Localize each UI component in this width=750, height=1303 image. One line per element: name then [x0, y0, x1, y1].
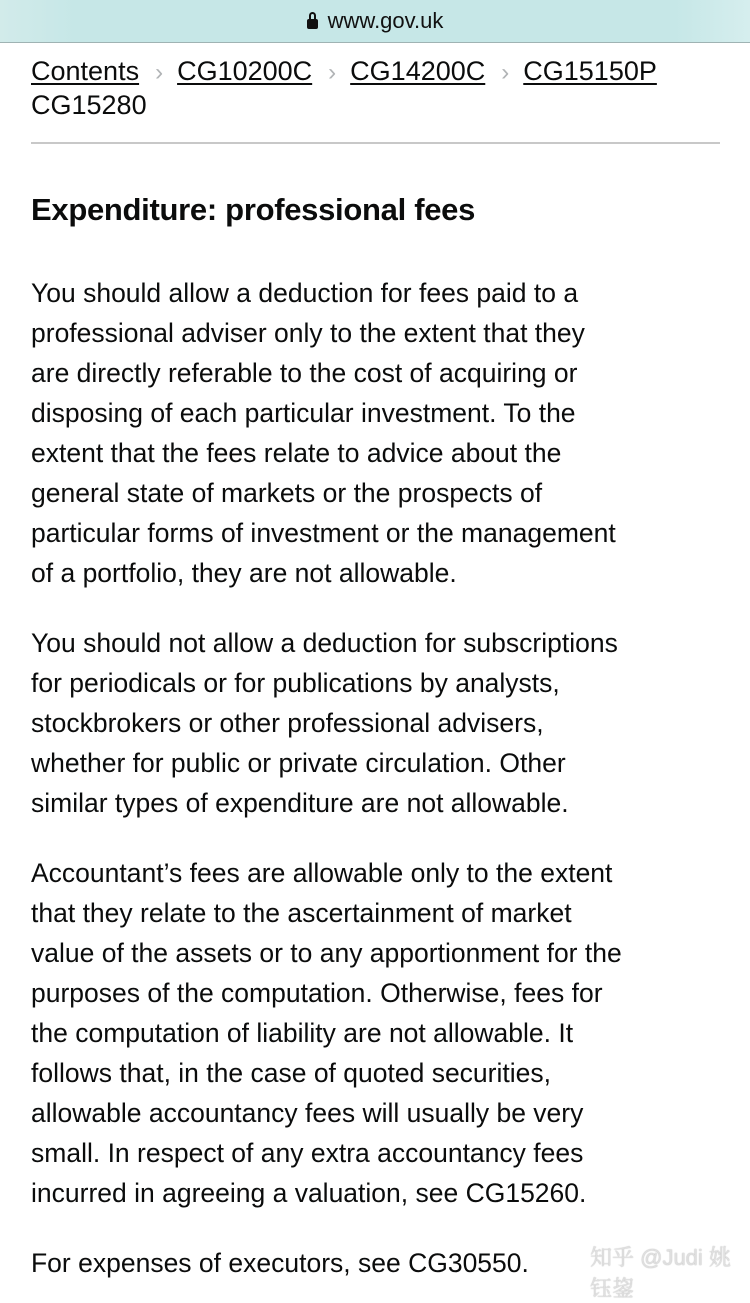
- browser-url-bar[interactable]: [0, 0, 750, 43]
- paragraph-line: of a portfolio, they are not allowable.: [31, 558, 457, 588]
- paragraph-line: disposing of each particular investment. To the: [31, 398, 576, 428]
- breadcrumb: [31, 55, 721, 121]
- paragraph-line: small. In respect of any extra accountancy fees: [31, 1138, 584, 1168]
- paragraph: [31, 273, 616, 593]
- paragraph-line: For expenses of executors, see CG30550.: [31, 1248, 529, 1278]
- paragraph-line: Accountant’s fees are allowable only to the extent: [31, 858, 613, 888]
- breadcrumb-current: CG15280: [31, 90, 147, 120]
- paragraph: [31, 623, 618, 823]
- breadcrumb-cg15150p[interactable]: CG15150P: [523, 56, 657, 86]
- paragraph: [31, 853, 622, 1213]
- paragraph-line: professional adviser only to the extent that they: [31, 318, 585, 348]
- paragraph-line: purposes of the computation. Otherwise, fees for: [31, 978, 603, 1008]
- paragraph-line: stockbrokers or other professional advisers,: [31, 708, 544, 738]
- paragraph-line: particular forms of investment or the management: [31, 518, 616, 548]
- breadcrumb-cg10200c[interactable]: CG10200C: [177, 56, 313, 86]
- paragraph-line: allowable accountancy fees will usually be very: [31, 1098, 584, 1128]
- paragraph-line: You should allow a deduction for fees paid to a: [31, 278, 579, 308]
- url-text: www.gov.uk: [327, 8, 444, 33]
- paragraph-line: incurred in agreeing a valuation, see CG15260.: [31, 1178, 587, 1208]
- watermark: 知乎 @Judi 姚钰鋆: [590, 1245, 731, 1301]
- lock-icon: [307, 19, 318, 29]
- paragraph-line: extent that the fees relate to advice about the: [31, 438, 562, 468]
- paragraph-line: follows that, in the case of quoted securities,: [31, 1058, 551, 1088]
- paragraph-line: that they relate to the ascertainment of market: [31, 898, 572, 928]
- paragraph-line: value of the assets or to any apportionment for the: [31, 938, 622, 968]
- breadcrumb-cg14200c[interactable]: CG14200C: [350, 56, 486, 86]
- chevron-right-icon: ›: [328, 59, 337, 86]
- paragraph-line: whether for public or private circulation. Other: [31, 748, 566, 778]
- paragraph-line: are directly referable to the cost of acquiring or: [31, 358, 578, 388]
- paragraph-line: general state of markets or the prospects of: [31, 478, 543, 508]
- chevron-right-icon: ›: [155, 59, 164, 86]
- breadcrumb-contents[interactable]: Contents: [31, 56, 140, 86]
- divider: [31, 142, 720, 144]
- paragraph: [31, 1243, 529, 1283]
- page-title: Expenditure: professional fees: [31, 192, 476, 227]
- paragraph-line: for periodicals or for publications by analysts,: [31, 668, 560, 698]
- chevron-right-icon: ›: [501, 59, 510, 86]
- paragraph-line: similar types of expenditure are not allowable.: [31, 788, 569, 818]
- paragraph-line: You should not allow a deduction for subscriptions: [31, 628, 618, 658]
- paragraph-line: the computation of liability are not allowable. It: [31, 1018, 574, 1048]
